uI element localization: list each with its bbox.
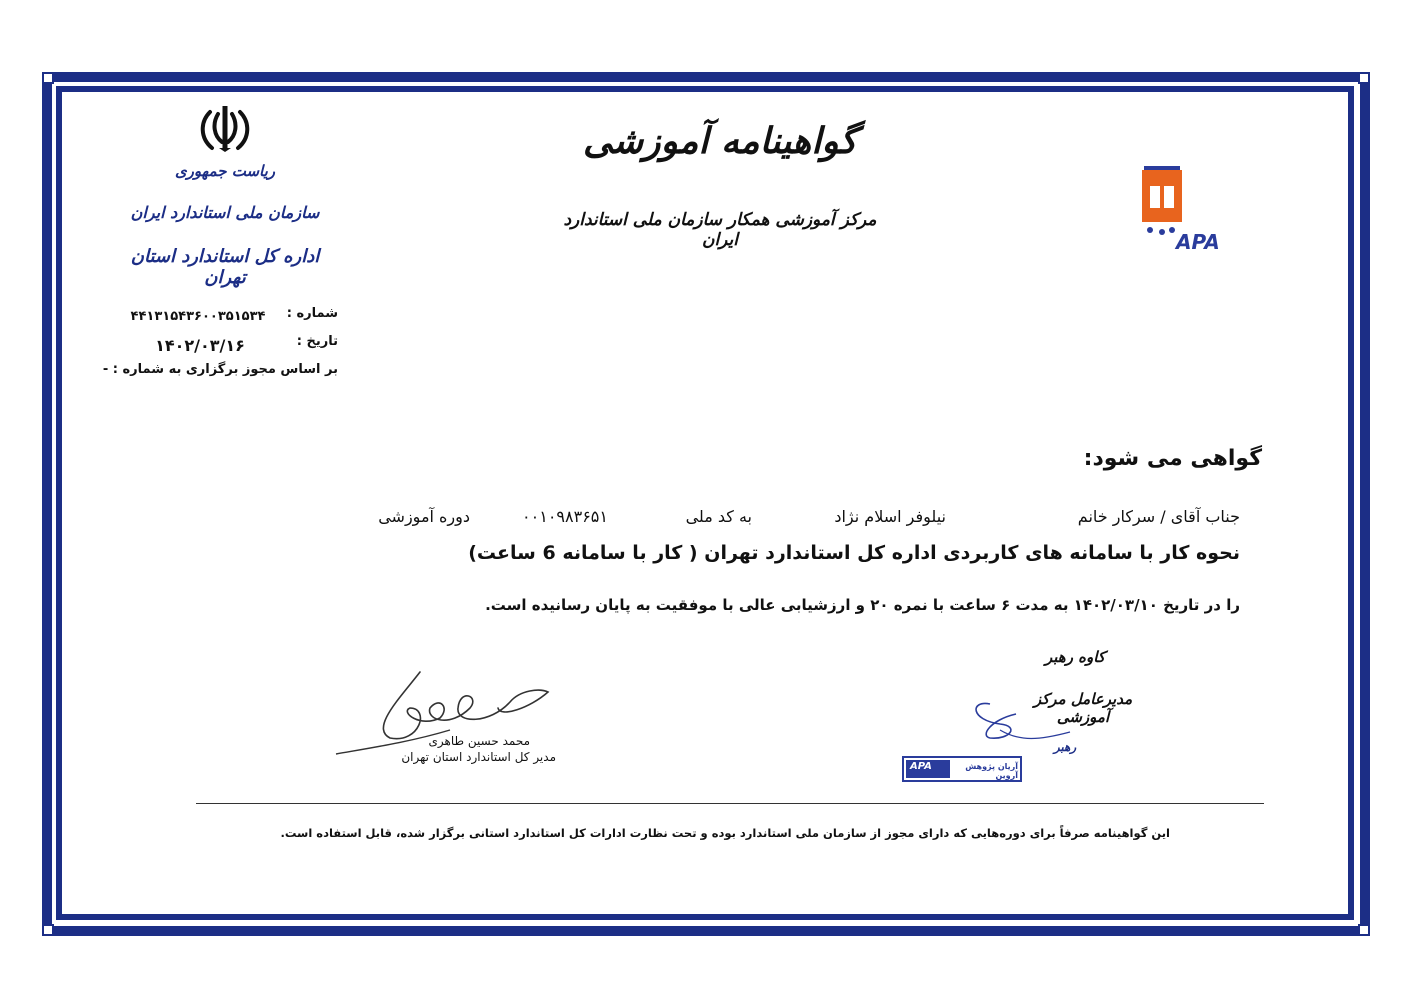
course-label: دوره آموزشی: [378, 507, 470, 526]
right-signatory-name: کاوه رهبر: [1045, 648, 1105, 666]
license-number-label: بر اساس مجوز برگزاری به شماره : -: [102, 362, 338, 377]
number-label: شماره :: [286, 306, 338, 321]
salutation: جناب آقای / سرکار خانم: [1077, 507, 1240, 526]
national-code-value: ۰۰۱۰۹۸۳۶۵۱: [522, 507, 608, 526]
right-signature-mark: رهبر: [1053, 740, 1077, 754]
footer-note: این گواهینامه صرفاً برای دوره‌هایی که دارای مجوز از سازمان ملی استاندارد بوده و تحت نظارت ادارات کل استاندارد استانی برگزار شده، قابل استفاده است.: [280, 826, 1170, 840]
date-value: ۱۴۰۲/۰۳/۱۶: [155, 336, 245, 355]
company-stamp: [902, 756, 1022, 782]
org-line-tehran-office: اداره کل استاندارد استان تهران: [130, 246, 320, 288]
certificate-subtitle: مرکز آموزشی همکار سازمان ملی استاندارد ایران: [563, 210, 877, 250]
org-line-standard-organization: سازمان ملی استاندارد ایران: [130, 203, 320, 222]
iran-emblem-icon: [196, 104, 254, 154]
apa-logo: [1138, 160, 1226, 260]
stamp-text: آریان پژوهش آروین: [965, 762, 1018, 780]
certificate-title: گواهینامه آموزشی: [583, 120, 857, 162]
left-signatory-name: محمد حسین طاهری: [428, 734, 530, 748]
org-line-presidency: ریاست جمهوری: [174, 162, 276, 180]
right-signatory-title: مدیرعامل مرکز آموزشی: [1033, 690, 1133, 726]
certifies-heading: گواهی می شود:: [1083, 446, 1262, 471]
apa-logo-text: APA: [1176, 230, 1220, 254]
course-title: نحوه کار با سامانه های کاربردی اداره کل استاندارد تهران ( کار با سامانه 6 ساعت): [468, 542, 1240, 564]
stamp-logo-text: APA: [910, 761, 932, 772]
date-label: تاریخ :: [296, 334, 338, 349]
footer-divider: [196, 803, 1264, 804]
corner-ornament: [1358, 72, 1370, 84]
left-signatory-title: مدیر کل استاندارد استان تهران: [401, 750, 556, 764]
number-value: ۴۴۱۳۱۵۴۳۶۰۰۳۵۱۵۳۴: [130, 309, 266, 324]
corner-ornament: [42, 72, 54, 84]
corner-ornament: [42, 924, 54, 936]
corner-ornament: [1358, 924, 1370, 936]
national-code-label: به کد ملی: [685, 507, 752, 526]
recipient-name: نیلوفر اسلام نژاد: [834, 507, 946, 526]
completion-statement: را در تاریخ ۱۴۰۲/۰۳/۱۰ به مدت ۶ ساعت با نمره ۲۰ و ارزشیابی عالی با موفقیت به پایان رسانیده است.: [485, 596, 1240, 614]
